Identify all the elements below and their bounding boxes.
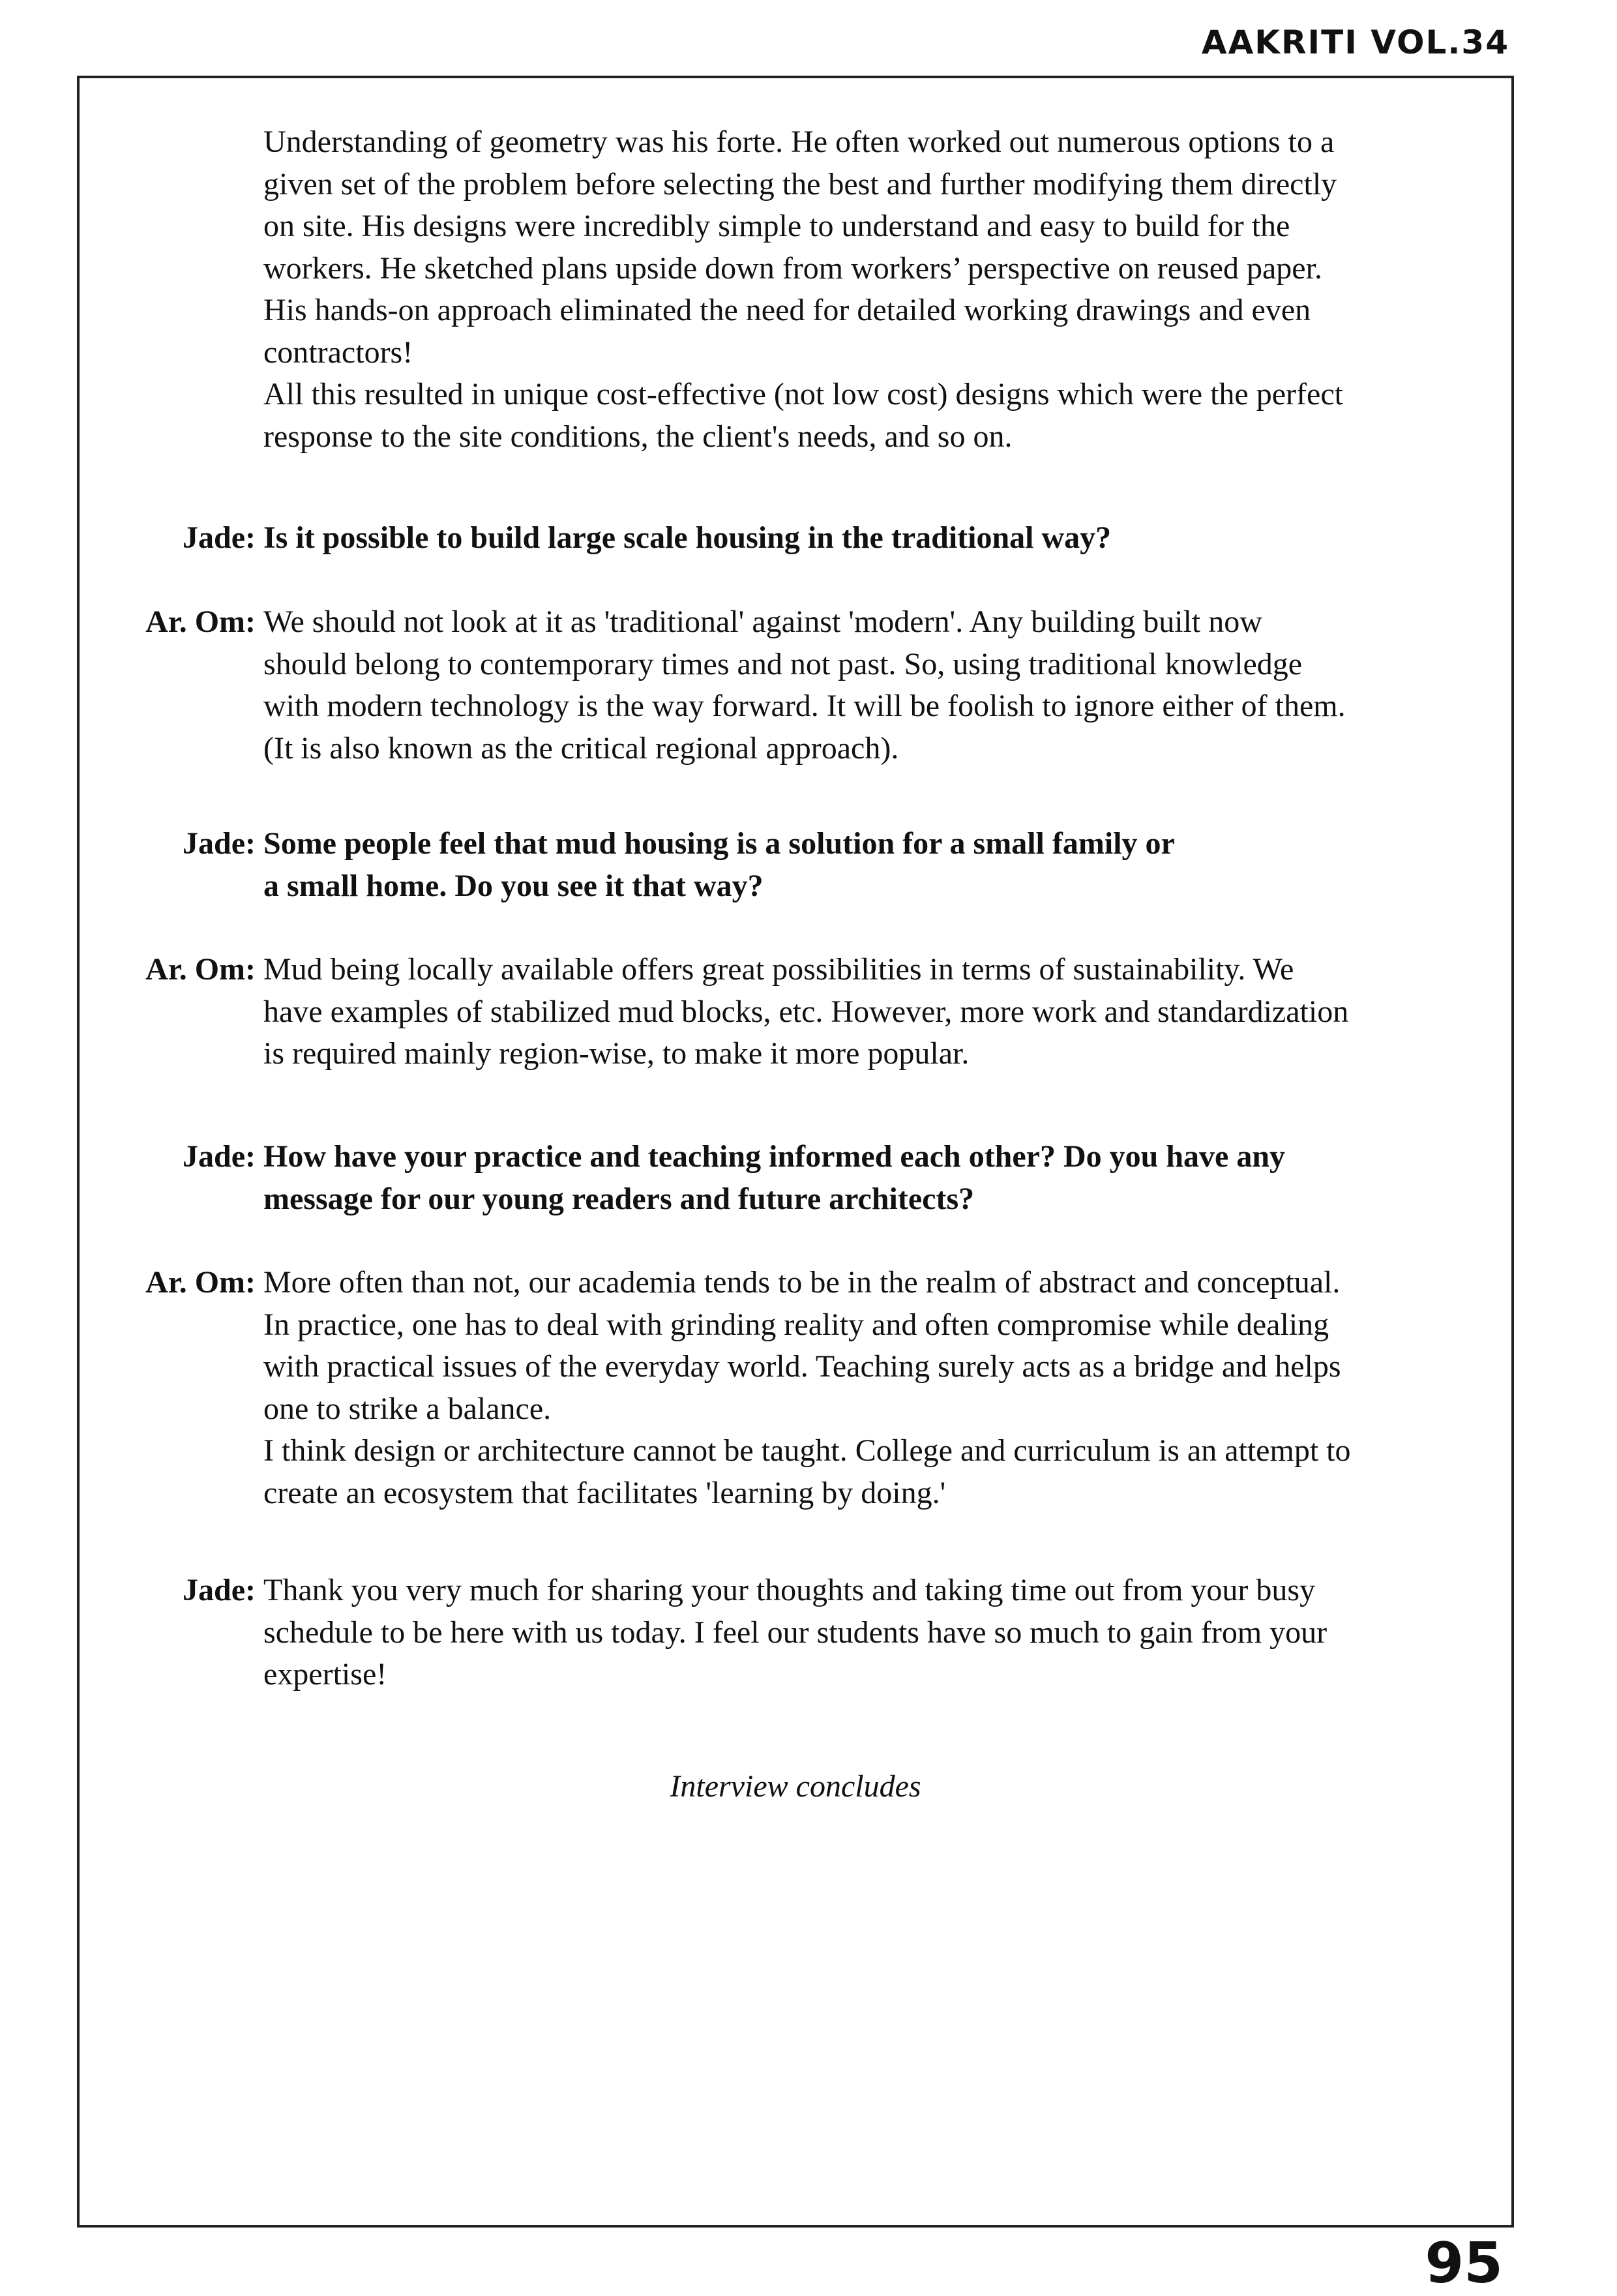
text-line: a small home. Do you see it that way?: [263, 868, 764, 903]
text-line: message for our young readers and future architects?: [263, 1181, 975, 1216]
answer-text: [263, 601, 1489, 769]
text-line: contractors!: [263, 335, 413, 370]
text-line: have examples of stabilized mud blocks, etc. However, more work and standardization: [263, 994, 1349, 1029]
text-line: expertise!: [263, 1657, 387, 1692]
page-number: 95: [1425, 2231, 1503, 2296]
speaker-label: Ar. Om:: [145, 1265, 256, 1300]
text-line: All this resulted in unique cost-effective (not low cost) designs which were the perfect: [263, 377, 1343, 411]
speaker-label: Jade:: [183, 1139, 256, 1174]
text-line: is required mainly region-wise, to make it more popular.: [263, 1036, 970, 1071]
text-line: Thank you very much for sharing your thoughts and taking time out from your busy: [263, 1573, 1316, 1607]
text-line: Some people feel that mud housing is a solution for a small family or: [263, 826, 1175, 861]
speaker-label: Jade:: [183, 826, 256, 861]
answer-text: [263, 949, 1489, 1075]
text-line: His hands-on approach eliminated the need for detailed working drawings and even: [263, 293, 1311, 327]
text-line: one to strike a balance.: [263, 1391, 552, 1426]
text-line: How have your practice and teaching informed each other? Do you have any: [263, 1139, 1286, 1174]
text-line: create an ecosystem that facilitates 'learning by doing.': [263, 1475, 946, 1510]
text-line: More often than not, our academia tends to be in the realm of abstract and conceptual.: [263, 1265, 1341, 1300]
running-title: AAKRITI VOL.34: [1201, 23, 1509, 61]
text-line: with practical issues of the everyday world. Teaching surely acts as a bridge and helps: [263, 1349, 1341, 1384]
page-frame: [77, 76, 1514, 2228]
text-line: given set of the problem before selecting the best and further modifying them directly: [263, 166, 1337, 201]
text-line: Is it possible to build large scale housing in the traditional way?: [263, 520, 1112, 555]
speaker-label: Jade:: [183, 1573, 256, 1607]
text-line: response to the site conditions, the client's needs, and so on.: [263, 419, 1013, 454]
text-line: I think design or architecture cannot be taught. College and curriculum is an attempt to: [263, 1433, 1351, 1468]
text-line: We should not look at it as 'traditional' against 'modern'. Any building built now: [263, 604, 1262, 639]
speaker-label: Ar. Om:: [145, 952, 256, 987]
text-line: schedule to be here with us today. I feel our students have so much to gain from your: [263, 1615, 1328, 1650]
text-line: In practice, one has to deal with grinding reality and often compromise while dealing: [263, 1307, 1329, 1342]
speaker-label: Ar. Om:: [145, 604, 256, 639]
closing-remark-text: [263, 1570, 1489, 1696]
question-text: [263, 517, 1489, 559]
intro-paragraph: [263, 121, 1489, 458]
text-line: (It is also known as the critical regional approach).: [263, 730, 899, 766]
text-line: on site. His designs were incredibly simple to understand and easy to build for the: [263, 209, 1290, 243]
text-line: Mud being locally available offers great possibilities in terms of sustainability. We: [263, 952, 1294, 987]
question-text: [263, 823, 1489, 907]
answer-text: [263, 1262, 1489, 1514]
text-line: with modern technology is the way forward. It will be foolish to ignore either of them.: [263, 689, 1346, 723]
question-text: [263, 1136, 1489, 1220]
text-line: should belong to contemporary times and not past. So, using traditional knowledge: [263, 646, 1303, 681]
text-line: workers. He sketched plans upside down from workers’ perspective on reused paper.: [263, 250, 1322, 286]
interview-closing: Interview concludes: [670, 1769, 921, 1804]
text-line: Understanding of geometry was his forte. He often worked out numerous options to a: [263, 125, 1335, 159]
speaker-label: Jade:: [183, 520, 256, 555]
